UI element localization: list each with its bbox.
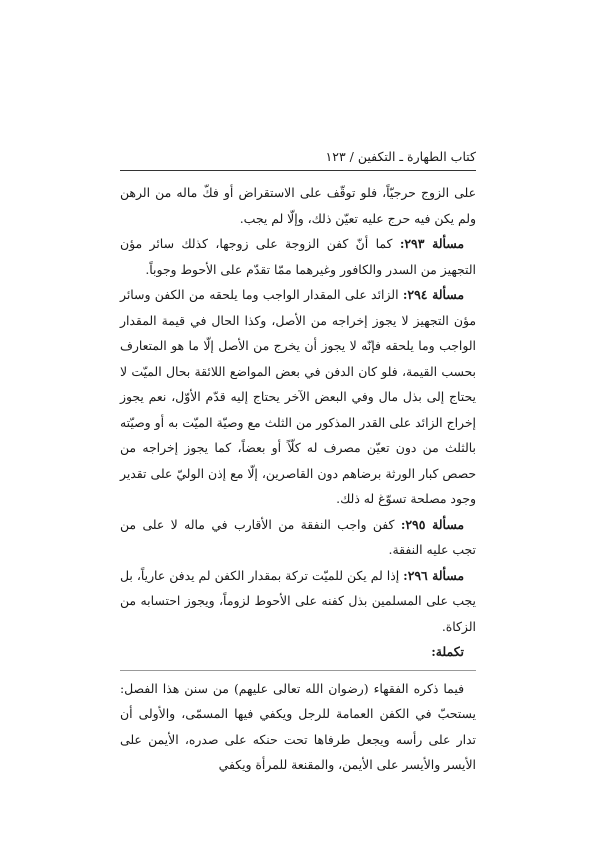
header-divider xyxy=(120,170,476,171)
issue-label: مسألة ٢٩٤: xyxy=(402,287,464,302)
issue-text: كما أنّ كفن الزوجة على زوجها، كذلك سائر مؤن التجهيز من السدر والكافور وغيرهما ممّا تقدّم على الأحوط وجوباً. xyxy=(120,236,476,277)
issue-text: الزائد على المقدار الواجب وما يلحقه من الكفن وسائر مؤن التجهيز لا يجوز إخراجه من الأصل، وكذا الحال في قيمة المقدار الواجب وما يلحقه فإنّه لا يجوز أن يخرج من الأصل إلّا ما هو المتعارف بحسب القيمة، فلو كان الدفن في بعض المواضع اللائقة بحال الميّت لا يحتاج إلى بذل مال وفي البعض الآخر يحتاج إليه قدّم الأوّل، نعم يجوز إخراج الزائد على القدر المذكور من الثلث مع وصيّة الميّت به أو وصيّته بالثلث من دون تعيّن مصرف له كلّاً أو بعضاً، كما يجوز إخراجه من حصص كبار الورثة برضاهم دون القاصرين، إلّا مع إذن الوليّ على تقدير وجود مصلحة تسوّغ له ذلك. xyxy=(120,287,476,506)
running-title: كتاب الطهارة ـ التكفين / ١٢٣ xyxy=(325,149,476,164)
issue-295 xyxy=(120,512,476,563)
takmila-paragraph xyxy=(120,676,476,778)
issue-text: إذا لم يكن للميّت تركة بمقدار الكفن لم يدفن عارياً، بل يجب على المسلمين بذل كفنه على الأحوط لزوماً، ويجوز احتسابه من الزكاة. xyxy=(120,567,476,634)
issue-293 xyxy=(120,231,476,282)
issue-text: كفن واجب النفقة من الأقارب في ماله لا على من تجب عليه النفقة. xyxy=(120,516,476,557)
issue-label: مسألة ٢٩٣: xyxy=(399,236,464,251)
paragraph-continuation xyxy=(120,180,476,231)
takmila-heading: تكملة: xyxy=(431,644,464,659)
running-header xyxy=(120,147,476,167)
issue-294 xyxy=(120,282,476,512)
paragraph-text: على الزوج حرجيّاً، فلو توقّف على الاستقراض أو فكّ ماله من الرهن ولم يكن فيه حرج عليه تعيّن ذلك، وإلّا لم يجب. xyxy=(120,185,476,226)
body-text xyxy=(120,180,476,778)
issue-296 xyxy=(120,563,476,640)
issue-label: مسألة ٢٩٥: xyxy=(400,516,465,532)
issue-label: مسألة ٢٩٦: xyxy=(403,567,464,583)
takmila-text: فيما ذكره الفقهاء (رضوان الله تعالى عليهم) من سنن هذا الفصل: يستحبّ في الكفن العمامة للرجل ويكفي فيها المسمّى، والأولى أن تدار على رأسه ويجعل طرفاها تحت حنكه على صدره، الأيمن على الأيسر والأيسر على الأيمن، والمقنعة للمرأة ويكفي xyxy=(120,680,476,772)
section-divider xyxy=(120,670,476,671)
